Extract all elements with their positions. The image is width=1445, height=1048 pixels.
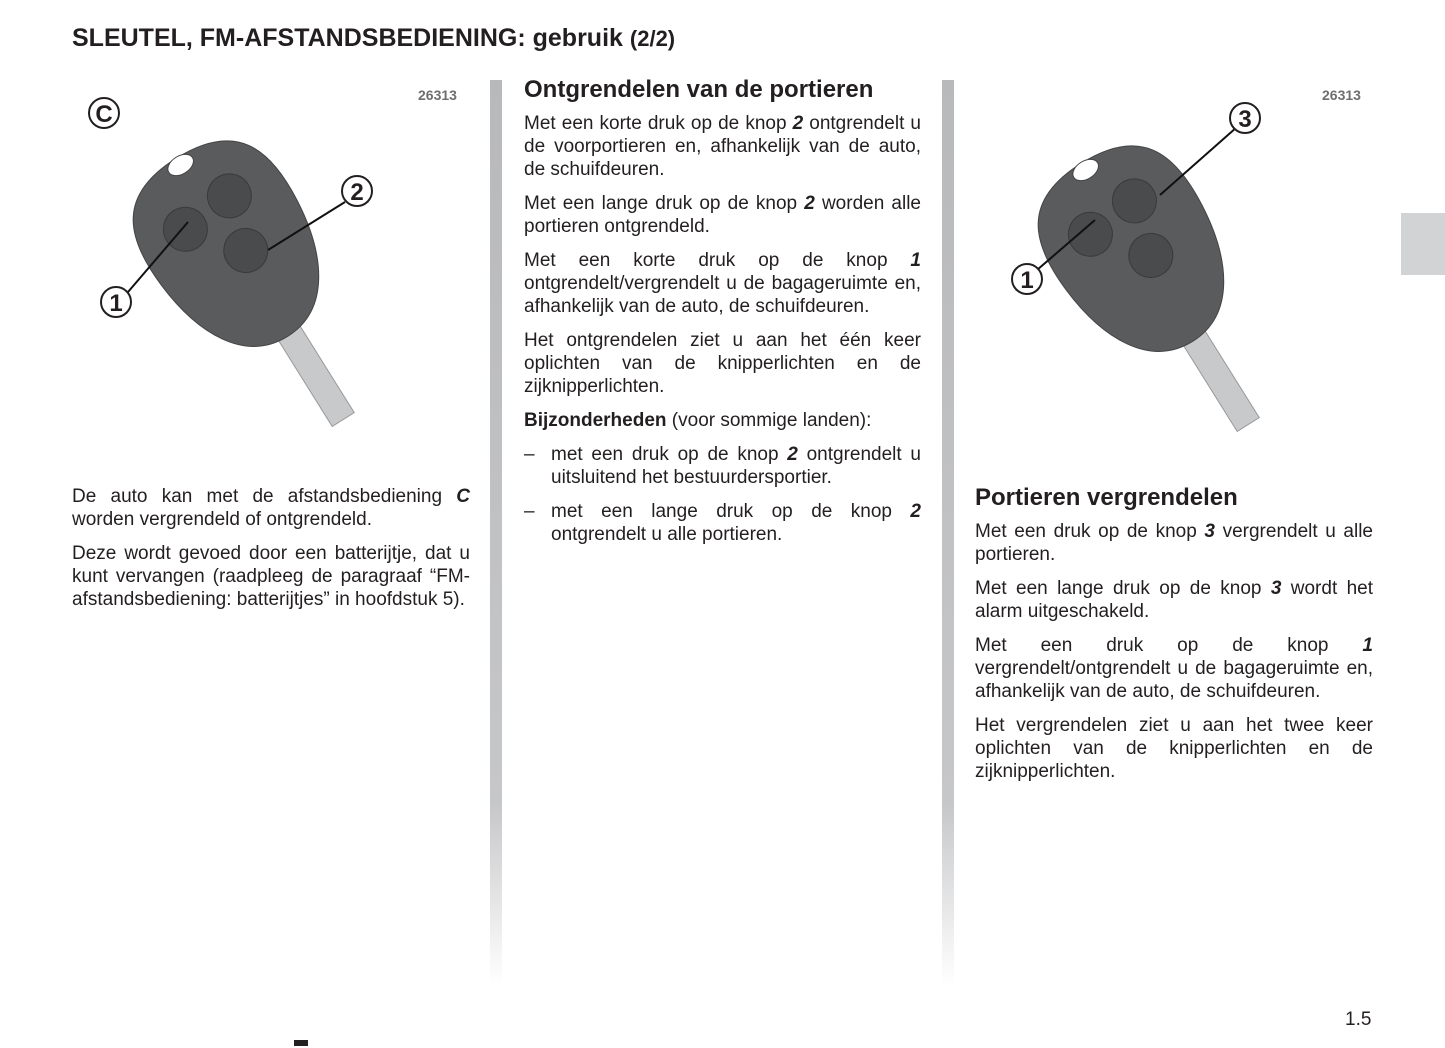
title-text: SLEUTEL, FM-AFSTANDSBEDIENING: gebruik [72, 24, 623, 52]
list-item: – met een lange druk op de knop 2 ontgrendelt u alle portieren. [524, 501, 921, 545]
paragraph: Deze wordt gevoed door een batterijtje, dat u kunt vervangen (raadpleeg de paragraaf “FM-afstandsbediening: batterijtjes” in hoofdstuk 5). [72, 543, 470, 610]
callout-c: C [95, 101, 113, 128]
callout-1: 1 [109, 290, 123, 317]
list-item: – met een druk op de knop 2 ontgrendelt u uitsluitend het bestuurdersportier. [524, 444, 921, 488]
paragraph: Bijzonderheden (voor sommige landen): [524, 410, 872, 431]
column-divider [942, 80, 954, 985]
chapter-tab [1401, 213, 1445, 275]
key-body-icon [107, 115, 409, 440]
callout-3: 3 [1238, 106, 1252, 133]
paragraph: Met een lange druk op de knop 3 wordt het alarm uitgeschakeld. [975, 578, 1374, 622]
section-heading: Ontgrendelen van de portieren [524, 76, 874, 103]
callout-1: 1 [1020, 267, 1034, 294]
paragraph: Met een lange druk op de knop 2 worden alle portieren ontgrendeld. [524, 193, 921, 237]
title-suffix: (2/2) [629, 26, 676, 51]
callout-2: 2 [350, 179, 364, 206]
remote-key-figure [60, 70, 480, 440]
paragraph: Met een druk op de knop 3 vergrendelt u alle portieren. [975, 521, 1373, 565]
figure-number: 26313 [418, 87, 457, 103]
paragraph: De auto kan met de afstandsbediening C worden vergrendeld of ontgrendeld. [72, 486, 470, 530]
figure-number: 26313 [1322, 87, 1361, 103]
remote-key-figure [965, 70, 1385, 440]
paragraph: Met een korte druk op de knop 2 ontgrendelt u de voorportieren en, afhankelijk van de auto, de schuifdeuren. [524, 113, 921, 180]
section-heading: Portieren vergrendelen [975, 484, 1238, 511]
page-title [72, 24, 675, 53]
crop-mark [294, 1040, 308, 1046]
paragraph: Met een druk op de knop 1 vergrendelt/ontgrendelt u de bagageruimte en, afhankelijk van de auto, de schuifdeuren. [975, 635, 1373, 702]
key-body-icon [1012, 120, 1314, 440]
right-column [975, 484, 1373, 794]
paragraph: Het vergrendelen ziet u aan het twee keer oplichten van de knipperlichten en de zijknipperlichten. [975, 715, 1373, 782]
column-divider [490, 80, 502, 985]
paragraph: Het ontgrendelen ziet u aan het één keer oplichten van de knipperlichten en de zijknipperlichten. [524, 330, 921, 397]
left-column [72, 485, 470, 622]
page-number: 1.5 [1345, 1009, 1372, 1030]
middle-column [524, 76, 921, 557]
paragraph: Met een korte druk op de knop 1 ontgrendelt/vergrendelt u de bagageruimte en, afhankelijk van de auto, de schuifdeuren. [524, 250, 921, 317]
